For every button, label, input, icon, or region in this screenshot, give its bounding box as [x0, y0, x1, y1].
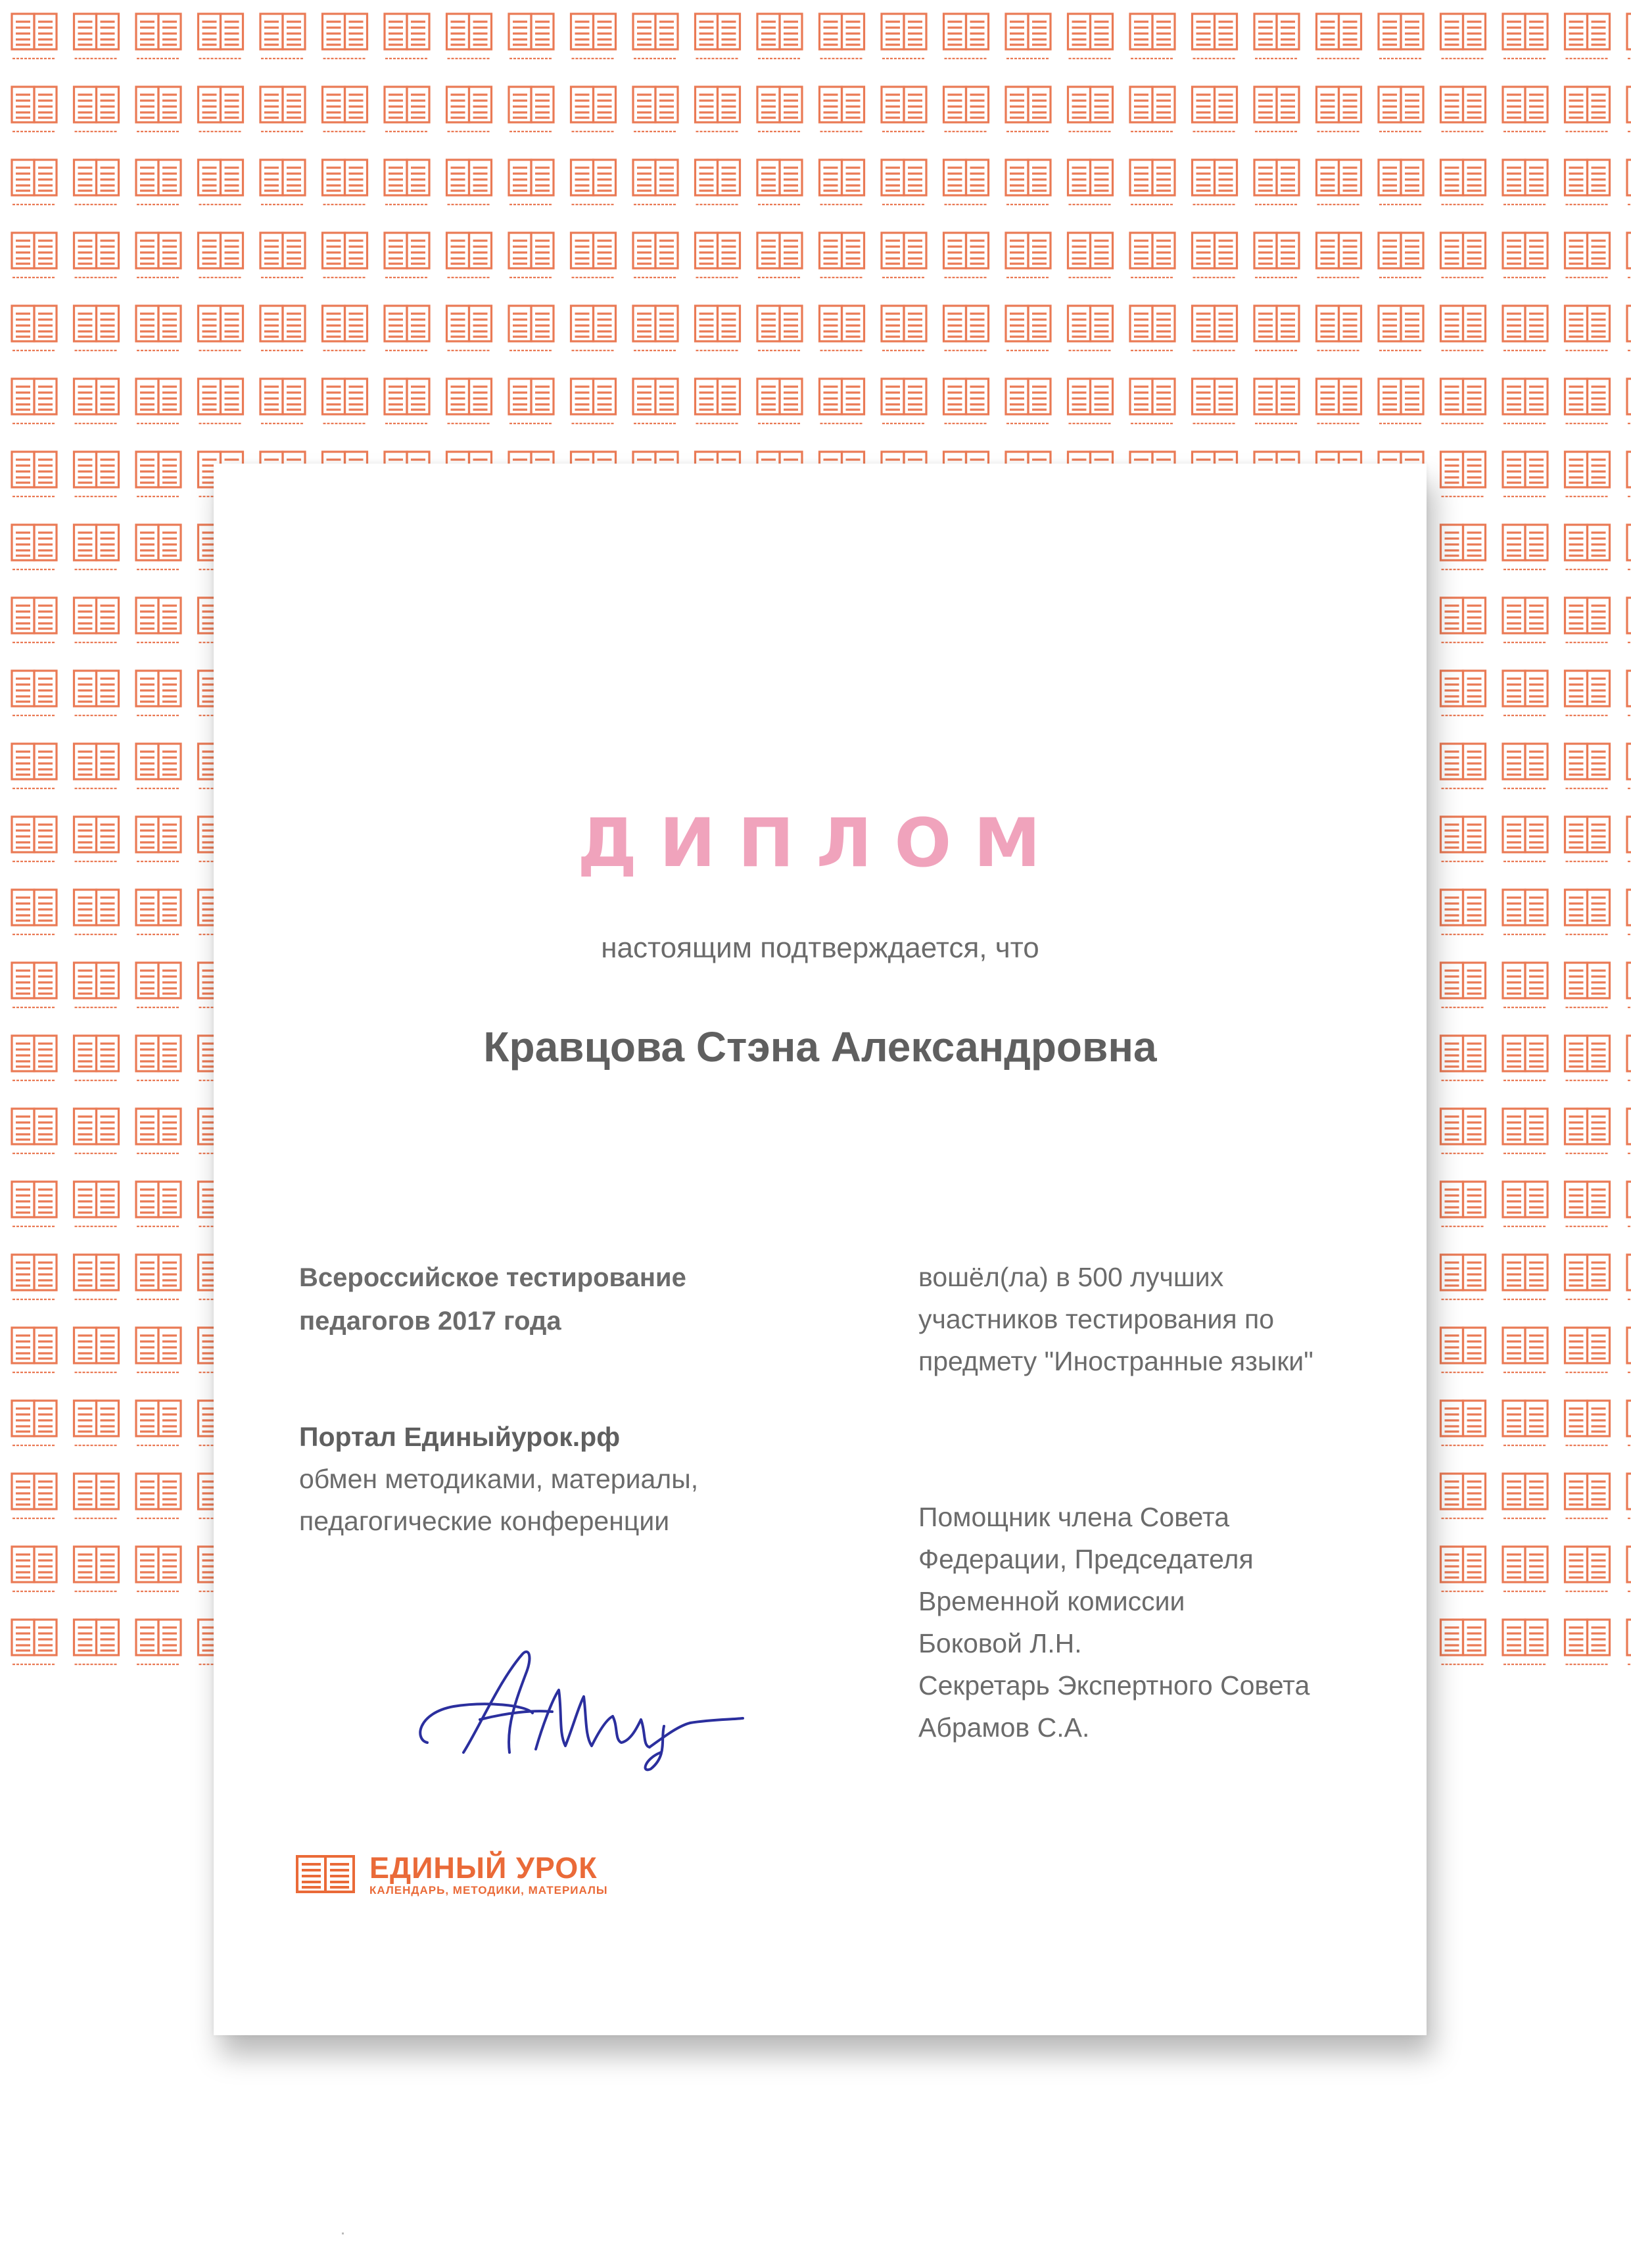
event-title-line: педагогов 2017 года: [299, 1307, 561, 1336]
recipient-name: Кравцова Стэна Александровна: [483, 1023, 1157, 1071]
signatory-block: [918, 1496, 1418, 1749]
signatory-line: Федерации, Председателя: [918, 1544, 1254, 1574]
event-title-line: Всероссийское тестирование: [299, 1263, 686, 1292]
portal-name: Портал Единыйурок.рф: [299, 1422, 621, 1452]
achievement-line: вошёл(ла) в 500 лучших: [918, 1262, 1224, 1292]
logo-tagline: КАЛЕНДАРЬ, МЕТОДИКИ, МАТЕРИАЛЫ: [369, 1884, 608, 1896]
achievement-line: предмету "Иностранные языки": [918, 1346, 1313, 1376]
open-book-icon: [296, 1855, 355, 1893]
signature-image: [401, 1628, 749, 1779]
signatory-line: Секретарь Экспертного Совета: [918, 1670, 1310, 1701]
portal-description-line: педагогические конференции: [299, 1506, 670, 1536]
scan-speck: [342, 2232, 344, 2234]
confirmation-text: настоящим подтверждается, что: [601, 932, 1039, 964]
portal-description-line: обмен методиками, материалы,: [299, 1464, 699, 1494]
signatory-line: Абрамов С.А.: [918, 1712, 1090, 1743]
logo-name: ЕДИНЫЙ УРОК: [369, 1851, 598, 1885]
event-title: [299, 1256, 838, 1343]
diploma-card: [214, 464, 1427, 2035]
achievement-text: [918, 1256, 1418, 1382]
signatory-line: Боковой Л.Н.: [918, 1628, 1082, 1658]
signatory-line: Помощник члена Совета: [918, 1502, 1230, 1532]
portal-description: [299, 1458, 864, 1542]
signatory-line: Временной комиссии: [918, 1586, 1185, 1616]
edinyi-urok-logo: [296, 1851, 690, 1897]
achievement-line: участников тестирования по: [918, 1304, 1275, 1334]
diploma-title: ДИПЛОМ: [577, 804, 1063, 882]
